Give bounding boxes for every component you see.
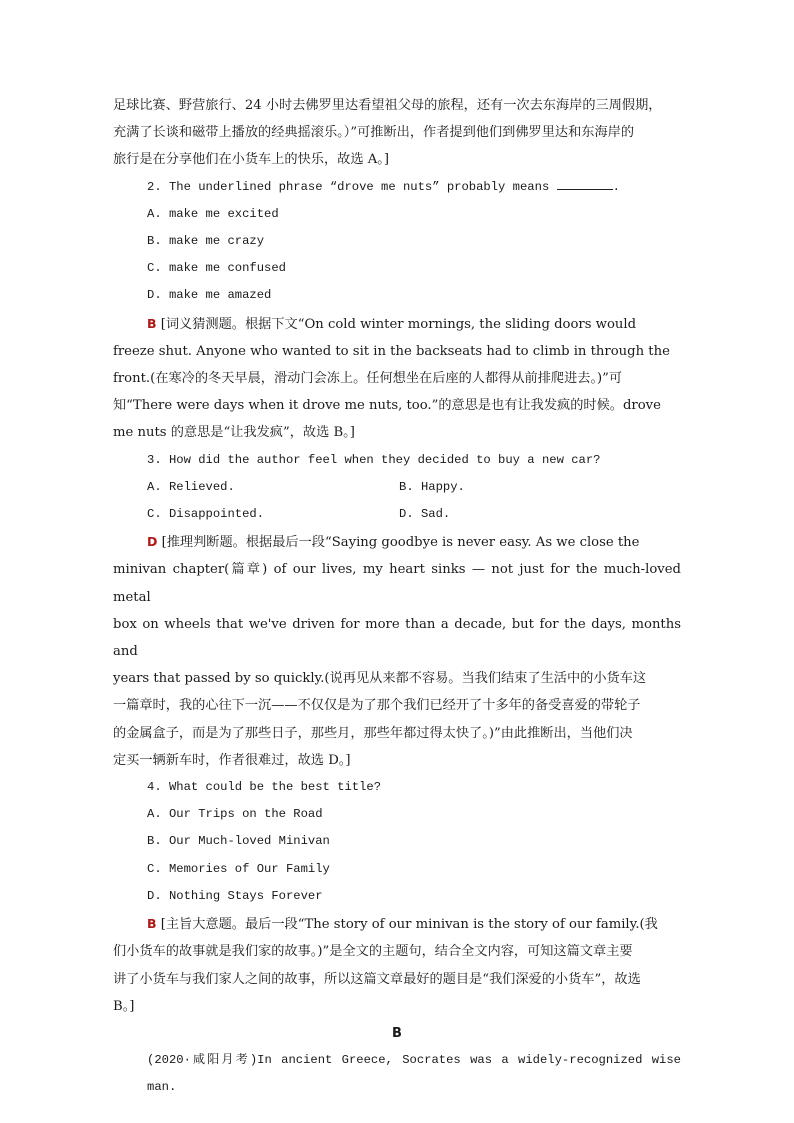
q4-option-a: A. Our Trips on the Road (147, 807, 323, 822)
q2-answer: B (147, 315, 157, 331)
q2-explanation-line: B [词义猜测题。根据下文“On cold winter mornings, the sliding doors would (147, 315, 637, 332)
explanation-line: 充满了长谈和磁带上播放的经典摇滚乐。）”可推断出，作者提到他们到佛罗里达和东海岸的 (113, 125, 635, 141)
q3-explanation-line: 定买一辆新车时，作者很难过，故选 D。] (113, 752, 351, 768)
q2-explanation-line: me nuts 的意思是“让我发疯”，故选 B。] (113, 425, 355, 441)
q4-answer: B (147, 916, 157, 932)
q3-explanation-line: D [推理判断题。根据最后一段“Saying goodbye is never easy. As we close the (147, 534, 640, 551)
q2-option-a: A. make me excited (147, 206, 279, 221)
q4-option-c: C. Memories of Our Family (147, 861, 330, 876)
question-4-stem: 4. What could be the best title? (147, 780, 382, 795)
q2-option-b: B. make me crazy (147, 234, 265, 249)
q3-explanation-line: minivan chapter(篇章) of our lives, my heart sinks — not just for the much-loved metal (113, 562, 681, 605)
q4-explanation-line: 们小货车的故事就是我们家的故事。)”是全文的主题句，结合全文内容，可知这篇文章主要 (113, 944, 633, 960)
passage-first-line: (2020·咸阳月考)In ancient Greece, Socrates was a widely-recognized wise man. (147, 1053, 681, 1095)
q2-option-d: D. make me amazed (147, 288, 272, 303)
q3-option-b: B. Happy. (399, 479, 465, 494)
question-2-stem: 2. The underlined phrase “drove me nuts” probably means . (113, 174, 681, 201)
q3-option-c: C. Disappointed. (147, 507, 265, 522)
q2-explanation-line: 知“There were days when it drove me nuts, too.”的意思是也有让我发疯的时候。drove (113, 398, 661, 414)
q3-options-row-2 (113, 501, 681, 528)
q2-explanation-line: front.(在寒冷的冬天早晨，滑动门会冻上。任何想坐在后座的人都得从前排爬进去。)”可 (113, 371, 623, 387)
explanation-line: 足球比赛、野营旅行、24 小时去佛罗里达看望祖父母的旅程，还有一次去东海岸的三周假期， (113, 98, 662, 113)
q4-explanation-line: B。] (113, 998, 135, 1014)
question-3-stem: 3. How did the author feel when they decided to buy a new car? (147, 452, 601, 467)
explanation-line: 旅行是在分享他们在小货车上的快乐，故选 A。] (113, 152, 390, 168)
q4-option-d: D. Nothing Stays Forever (147, 888, 323, 903)
q3-explanation-line: 一篇章时，我的心往下一沉——不仅仅是为了那个我们已经开了十多年的备受喜爱的带轮子 (113, 698, 641, 714)
q3-explanation-line: 的金属盒子，而是为了那些日子，那些月，那些年都过得太快了。)”由此推断出，当他们决 (113, 725, 633, 741)
q4-explanation-line: 讲了小货车与我们家人之间的故事，所以这篇文章最好的题目是“我们深爱的小货车”，故选 (113, 971, 641, 987)
q2-option-c: C. make me confused (147, 261, 286, 276)
q3-options-row-1 (113, 474, 681, 501)
q4-option-b: B. Our Much-loved Minivan (147, 834, 330, 849)
q3-answer: D (147, 534, 158, 550)
q2-explanation-line: freeze shut. Anyone who wanted to sit in the backseats had to climb in through the (113, 343, 670, 359)
q3-option-d: D. Sad. (399, 507, 451, 522)
q3-option-a: A. Relieved. (147, 479, 235, 494)
section-heading: B (392, 1025, 402, 1041)
q4-explanation-line: B [主旨大意题。最后一段“The story of our minivan is the story of our family.(我 (147, 916, 658, 933)
q3-explanation-line: box on wheels that we've driven for more than a decade, but for the days, months and (113, 616, 681, 660)
page-content (113, 92, 681, 1102)
q3-explanation-line: years that passed by so quickly.(说再见从来都不容易。当我们结束了生活中的小货车这 (113, 671, 647, 687)
answer-blank (557, 177, 613, 190)
